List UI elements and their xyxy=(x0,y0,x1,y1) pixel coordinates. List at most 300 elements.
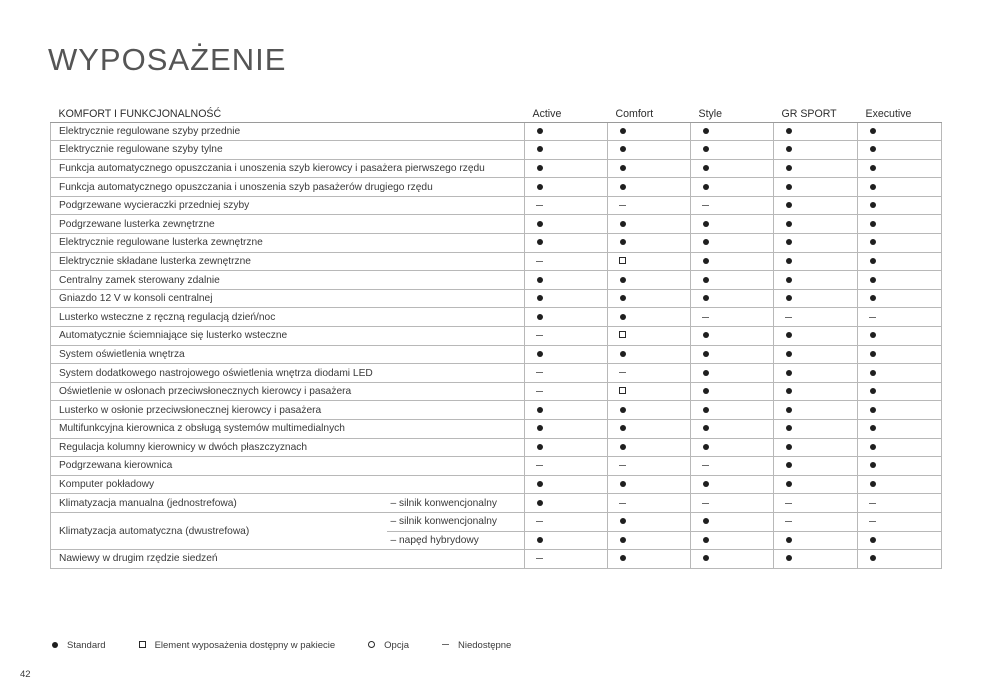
value-cell xyxy=(525,512,608,531)
value-cell xyxy=(858,215,942,234)
standard-dot-icon xyxy=(618,536,627,546)
value-cell xyxy=(858,196,942,215)
standard-dot-icon xyxy=(701,294,710,304)
feature-label: Elektrycznie regulowane szyby przednie xyxy=(51,122,525,141)
standard-dot-icon xyxy=(868,406,877,416)
standard-dot-icon xyxy=(535,406,544,416)
standard-dot-icon xyxy=(618,238,627,248)
feature-label: Centralny zamek sterowany zdalnie xyxy=(51,271,525,290)
standard-dot-icon xyxy=(535,424,544,434)
standard-dot-icon xyxy=(784,406,793,416)
standard-dot-icon xyxy=(784,145,793,155)
option-circle-icon xyxy=(367,641,376,651)
feature-sublabel: – silnik konwencjonalny xyxy=(387,494,525,513)
value-cell xyxy=(774,122,858,141)
standard-dot-icon xyxy=(535,276,544,286)
value-cell xyxy=(691,364,774,383)
standard-dot-icon xyxy=(868,145,877,155)
standard-dot-icon xyxy=(784,480,793,490)
table-row xyxy=(51,289,942,308)
standard-dot-icon xyxy=(618,313,627,323)
table-row xyxy=(51,382,942,401)
feature-label: Elektrycznie regulowane lusterka zewnętrzne xyxy=(51,234,525,253)
value-cell xyxy=(691,215,774,234)
value-cell xyxy=(608,494,691,513)
value-cell xyxy=(608,401,691,420)
feature-label: Gniazdo 12 V w konsoli centralnej xyxy=(51,289,525,308)
value-cell xyxy=(525,196,608,215)
value-cell xyxy=(774,178,858,197)
value-cell xyxy=(608,271,691,290)
legend-label: Element wyposażenia dostępny w pakiecie xyxy=(154,640,336,651)
standard-dot-icon xyxy=(618,145,627,155)
value-cell xyxy=(774,271,858,290)
value-cell xyxy=(691,401,774,420)
standard-dot-icon xyxy=(868,331,877,341)
value-cell xyxy=(525,178,608,197)
standard-dot-icon xyxy=(701,517,710,527)
value-cell xyxy=(525,271,608,290)
table-row xyxy=(51,308,942,327)
standard-dot-icon xyxy=(868,183,877,193)
section-title: KOMFORT I FUNKCJONALNOŚĆ xyxy=(51,102,525,122)
value-cell xyxy=(858,438,942,457)
standard-dot-icon xyxy=(535,313,544,323)
standard-dot-icon xyxy=(618,220,627,230)
standard-dot-icon xyxy=(784,443,793,453)
unavailable-dash-icon xyxy=(618,461,627,471)
value-cell xyxy=(858,457,942,476)
standard-dot-icon xyxy=(868,369,877,379)
value-cell xyxy=(858,234,942,253)
value-cell xyxy=(774,141,858,160)
standard-dot-icon xyxy=(868,480,877,490)
standard-dot-icon xyxy=(868,387,877,397)
value-cell xyxy=(774,252,858,271)
value-cell xyxy=(858,512,942,531)
value-cell xyxy=(525,327,608,346)
table-row xyxy=(51,364,942,383)
standard-dot-icon xyxy=(784,294,793,304)
standard-dot-icon xyxy=(701,369,710,379)
equipment-table xyxy=(50,102,942,569)
unavailable-dash-icon xyxy=(868,517,877,527)
value-cell xyxy=(608,178,691,197)
value-cell xyxy=(774,345,858,364)
legend-item xyxy=(138,640,336,651)
unavailable-dash-icon xyxy=(701,499,710,509)
standard-dot-icon xyxy=(535,443,544,453)
feature-label: System dodatkowego nastrojowego oświetlenia wnętrza diodami LED xyxy=(51,364,525,383)
value-cell xyxy=(608,252,691,271)
column-header: GR SPORT xyxy=(774,102,858,122)
table-row xyxy=(51,271,942,290)
standard-dot-icon xyxy=(701,331,710,341)
standard-dot-icon xyxy=(618,424,627,434)
legend-item xyxy=(50,640,106,651)
value-cell xyxy=(608,475,691,494)
value-cell xyxy=(858,420,942,439)
value-cell xyxy=(858,178,942,197)
value-cell xyxy=(774,196,858,215)
standard-dot-icon xyxy=(868,276,877,286)
value-cell xyxy=(525,475,608,494)
table-row xyxy=(51,327,942,346)
legend-label: Opcja xyxy=(384,640,409,651)
legend-label: Niedostępne xyxy=(458,640,512,651)
standard-dot-icon xyxy=(618,183,627,193)
value-cell xyxy=(858,308,942,327)
value-cell xyxy=(858,289,942,308)
feature-label: Podgrzewana kierownica xyxy=(51,457,525,476)
standard-dot-icon xyxy=(784,554,793,564)
standard-dot-icon xyxy=(784,183,793,193)
package-square-icon xyxy=(618,387,627,397)
value-cell xyxy=(608,196,691,215)
value-cell xyxy=(525,494,608,513)
standard-dot-icon xyxy=(535,183,544,193)
value-cell xyxy=(858,494,942,513)
value-cell xyxy=(774,401,858,420)
value-cell xyxy=(608,215,691,234)
standard-dot-icon xyxy=(618,480,627,490)
package-square-icon xyxy=(618,257,627,267)
standard-dot-icon xyxy=(868,424,877,434)
feature-label: Komputer pokładowy xyxy=(51,475,525,494)
value-cell xyxy=(858,401,942,420)
value-cell xyxy=(774,420,858,439)
standard-dot-icon xyxy=(701,443,710,453)
standard-dot-icon xyxy=(701,350,710,360)
standard-dot-icon xyxy=(701,127,710,137)
feature-sublabel: – napęd hybrydowy xyxy=(387,531,525,550)
standard-dot-icon xyxy=(535,499,544,509)
standard-dot-icon xyxy=(701,480,710,490)
value-cell xyxy=(858,531,942,550)
value-cell xyxy=(525,234,608,253)
table-header-row xyxy=(51,102,942,122)
table-row xyxy=(51,196,942,215)
table-row xyxy=(51,475,942,494)
table-row xyxy=(51,512,942,531)
value-cell xyxy=(774,215,858,234)
page-title: WYPOSAŻENIE xyxy=(48,42,287,77)
value-cell xyxy=(774,364,858,383)
standard-dot-icon xyxy=(618,294,627,304)
standard-dot-icon xyxy=(868,127,877,137)
feature-label: Automatycznie ściemniające się lusterko wsteczne xyxy=(51,327,525,346)
value-cell xyxy=(608,234,691,253)
table-row xyxy=(51,345,942,364)
table-row xyxy=(51,252,942,271)
standard-dot-icon xyxy=(784,331,793,341)
value-cell xyxy=(608,327,691,346)
table-row xyxy=(51,494,942,513)
standard-dot-icon xyxy=(701,536,710,546)
feature-label: Regulacja kolumny kierownicy w dwóch płaszczyznach xyxy=(51,438,525,457)
feature-label: Podgrzewane lusterka zewnętrzne xyxy=(51,215,525,234)
table-row xyxy=(51,178,942,197)
value-cell xyxy=(608,512,691,531)
standard-dot-icon xyxy=(535,350,544,360)
feature-label: Nawiewy w drugim rzędzie siedzeń xyxy=(51,550,525,569)
value-cell xyxy=(691,327,774,346)
table-row xyxy=(51,550,942,569)
value-cell xyxy=(774,382,858,401)
standard-dot-icon xyxy=(868,257,877,267)
value-cell xyxy=(858,345,942,364)
value-cell xyxy=(774,438,858,457)
unavailable-dash-icon xyxy=(441,641,450,651)
value-cell xyxy=(525,550,608,569)
page-number: 42 xyxy=(20,669,31,680)
unavailable-dash-icon xyxy=(535,201,544,211)
value-cell xyxy=(774,512,858,531)
value-cell xyxy=(525,122,608,141)
value-cell xyxy=(858,252,942,271)
unavailable-dash-icon xyxy=(868,499,877,509)
value-cell xyxy=(858,382,942,401)
table-row xyxy=(51,420,942,439)
value-cell xyxy=(525,252,608,271)
value-cell xyxy=(525,141,608,160)
feature-label: Funkcja automatycznego opuszczania i unoszenia szyb kierowcy i pasażera pierwszego rzędu xyxy=(51,159,525,178)
standard-dot-icon xyxy=(784,276,793,286)
standard-dot-icon xyxy=(784,238,793,248)
unavailable-dash-icon xyxy=(535,369,544,379)
value-cell xyxy=(691,475,774,494)
column-header: Executive xyxy=(858,102,942,122)
unavailable-dash-icon xyxy=(701,201,710,211)
standard-dot-icon xyxy=(701,145,710,155)
unavailable-dash-icon xyxy=(784,313,793,323)
value-cell xyxy=(608,420,691,439)
value-cell xyxy=(858,550,942,569)
standard-dot-icon xyxy=(535,127,544,137)
feature-sublabel: – silnik konwencjonalny xyxy=(387,512,525,531)
value-cell xyxy=(774,234,858,253)
standard-dot-icon xyxy=(784,257,793,267)
standard-dot-icon xyxy=(618,127,627,137)
standard-dot-icon xyxy=(784,387,793,397)
unavailable-dash-icon xyxy=(535,461,544,471)
value-cell xyxy=(608,531,691,550)
value-cell xyxy=(691,382,774,401)
value-cell xyxy=(608,289,691,308)
unavailable-dash-icon xyxy=(535,387,544,397)
value-cell xyxy=(774,531,858,550)
value-cell xyxy=(858,327,942,346)
value-cell xyxy=(691,308,774,327)
table-row xyxy=(51,141,942,160)
value-cell xyxy=(525,364,608,383)
value-cell xyxy=(774,327,858,346)
value-cell xyxy=(774,159,858,178)
standard-dot-icon xyxy=(701,183,710,193)
value-cell xyxy=(525,531,608,550)
value-cell xyxy=(774,550,858,569)
value-cell xyxy=(691,271,774,290)
value-cell xyxy=(774,494,858,513)
value-cell xyxy=(691,512,774,531)
unavailable-dash-icon xyxy=(618,369,627,379)
value-cell xyxy=(691,141,774,160)
value-cell xyxy=(858,364,942,383)
standard-dot-icon xyxy=(701,276,710,286)
value-cell xyxy=(608,438,691,457)
table-row xyxy=(51,457,942,476)
value-cell xyxy=(691,550,774,569)
standard-dot-icon xyxy=(868,201,877,211)
feature-label: Multifunkcyjna kierownica z obsługą systemów multimedialnych xyxy=(51,420,525,439)
table-row xyxy=(51,234,942,253)
standard-dot-icon xyxy=(50,641,59,651)
standard-dot-icon xyxy=(618,276,627,286)
value-cell xyxy=(608,457,691,476)
value-cell xyxy=(691,252,774,271)
value-cell xyxy=(691,178,774,197)
value-cell xyxy=(608,550,691,569)
standard-dot-icon xyxy=(784,164,793,174)
standard-dot-icon xyxy=(535,238,544,248)
feature-label: Klimatyzacja automatyczna (dwustrefowa) xyxy=(51,512,387,549)
standard-dot-icon xyxy=(535,536,544,546)
feature-label: Funkcja automatycznego opuszczania i unoszenia szyb pasażerów drugiego rzędu xyxy=(51,178,525,197)
column-header: Comfort xyxy=(608,102,691,122)
value-cell xyxy=(525,308,608,327)
value-cell xyxy=(525,345,608,364)
value-cell xyxy=(691,457,774,476)
value-cell xyxy=(691,494,774,513)
legend-item xyxy=(367,640,409,651)
value-cell xyxy=(691,438,774,457)
value-cell xyxy=(691,159,774,178)
standard-dot-icon xyxy=(868,238,877,248)
value-cell xyxy=(525,438,608,457)
standard-dot-icon xyxy=(618,443,627,453)
standard-dot-icon xyxy=(868,443,877,453)
unavailable-dash-icon xyxy=(535,554,544,564)
value-cell xyxy=(774,308,858,327)
standard-dot-icon xyxy=(701,406,710,416)
standard-dot-icon xyxy=(535,145,544,155)
standard-dot-icon xyxy=(701,387,710,397)
value-cell xyxy=(691,420,774,439)
standard-dot-icon xyxy=(618,406,627,416)
value-cell xyxy=(691,234,774,253)
standard-dot-icon xyxy=(784,536,793,546)
standard-dot-icon xyxy=(784,350,793,360)
standard-dot-icon xyxy=(868,220,877,230)
value-cell xyxy=(691,289,774,308)
column-header: Style xyxy=(691,102,774,122)
value-cell xyxy=(525,457,608,476)
unavailable-dash-icon xyxy=(701,313,710,323)
standard-dot-icon xyxy=(868,294,877,304)
unavailable-dash-icon xyxy=(535,331,544,341)
standard-dot-icon xyxy=(868,164,877,174)
standard-dot-icon xyxy=(868,350,877,360)
feature-label: Klimatyzacja manualna (jednostrefowa) xyxy=(51,494,387,513)
standard-dot-icon xyxy=(868,461,877,471)
feature-label: Podgrzewane wycieraczki przedniej szyby xyxy=(51,196,525,215)
standard-dot-icon xyxy=(784,127,793,137)
value-cell xyxy=(858,159,942,178)
standard-dot-icon xyxy=(701,164,710,174)
feature-label: Oświetlenie w osłonach przeciwsłonecznych kierowcy i pasażera xyxy=(51,382,525,401)
standard-dot-icon xyxy=(784,424,793,434)
standard-dot-icon xyxy=(535,164,544,174)
value-cell xyxy=(525,289,608,308)
unavailable-dash-icon xyxy=(535,257,544,267)
standard-dot-icon xyxy=(618,164,627,174)
standard-dot-icon xyxy=(618,517,627,527)
unavailable-dash-icon xyxy=(784,517,793,527)
standard-dot-icon xyxy=(701,220,710,230)
value-cell xyxy=(525,159,608,178)
table-body xyxy=(51,122,942,568)
value-cell xyxy=(858,141,942,160)
standard-dot-icon xyxy=(701,554,710,564)
value-cell xyxy=(525,215,608,234)
value-cell xyxy=(858,475,942,494)
table-row xyxy=(51,438,942,457)
value-cell xyxy=(774,457,858,476)
value-cell xyxy=(774,289,858,308)
value-cell xyxy=(608,364,691,383)
feature-label: Lusterko wsteczne z ręczną regulacją dzień/noc xyxy=(51,308,525,327)
standard-dot-icon xyxy=(868,536,877,546)
unavailable-dash-icon xyxy=(868,313,877,323)
standard-dot-icon xyxy=(784,461,793,471)
value-cell xyxy=(774,475,858,494)
standard-dot-icon xyxy=(701,238,710,248)
table-row xyxy=(51,122,942,141)
legend-item xyxy=(441,640,511,651)
table-row xyxy=(51,159,942,178)
value-cell xyxy=(858,271,942,290)
value-cell xyxy=(525,420,608,439)
standard-dot-icon xyxy=(868,554,877,564)
standard-dot-icon xyxy=(701,424,710,434)
table-row xyxy=(51,215,942,234)
standard-dot-icon xyxy=(618,350,627,360)
standard-dot-icon xyxy=(784,369,793,379)
value-cell xyxy=(525,401,608,420)
unavailable-dash-icon xyxy=(618,499,627,509)
column-header: Active xyxy=(525,102,608,122)
unavailable-dash-icon xyxy=(784,499,793,509)
package-square-icon xyxy=(618,331,627,341)
value-cell xyxy=(691,196,774,215)
value-cell xyxy=(608,141,691,160)
unavailable-dash-icon xyxy=(701,461,710,471)
unavailable-dash-icon xyxy=(535,517,544,527)
standard-dot-icon xyxy=(701,257,710,267)
value-cell xyxy=(691,345,774,364)
value-cell xyxy=(858,122,942,141)
table-row xyxy=(51,401,942,420)
standard-dot-icon xyxy=(784,220,793,230)
value-cell xyxy=(608,345,691,364)
standard-dot-icon xyxy=(618,554,627,564)
unavailable-dash-icon xyxy=(618,201,627,211)
value-cell xyxy=(608,382,691,401)
value-cell xyxy=(608,122,691,141)
legend xyxy=(50,640,543,651)
feature-label: Lusterko w osłonie przeciwsłonecznej kierowcy i pasażera xyxy=(51,401,525,420)
legend-label: Standard xyxy=(67,640,106,651)
